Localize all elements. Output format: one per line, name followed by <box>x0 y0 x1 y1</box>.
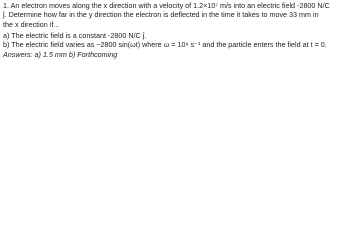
part-b-text: b) The electric field varies as −2800 sin(ωt) where ω = 10⁹ s⁻¹ and the particle enters the field at t = 0. <box>3 40 327 50</box>
answers-line: Answers: a) 1.5 mm b) Forthcoming <box>3 49 118 59</box>
problem-statement-line-2: ĵ. Determine how far in the y direction the electron is deflected in the time it takes to move 33 mm in <box>3 10 319 20</box>
problem-statement-line-3: the x direction if... <box>3 19 60 29</box>
problem-statement-line-1: 1. An electron moves along the x direction with a velocity of 1.2×10⁷ m/s into an electric field -2800 N/C <box>3 1 330 10</box>
part-a-text: a) The electric field is a constant -2800 N/C ĵ. <box>3 30 147 40</box>
problem-document <box>0 1 350 80</box>
